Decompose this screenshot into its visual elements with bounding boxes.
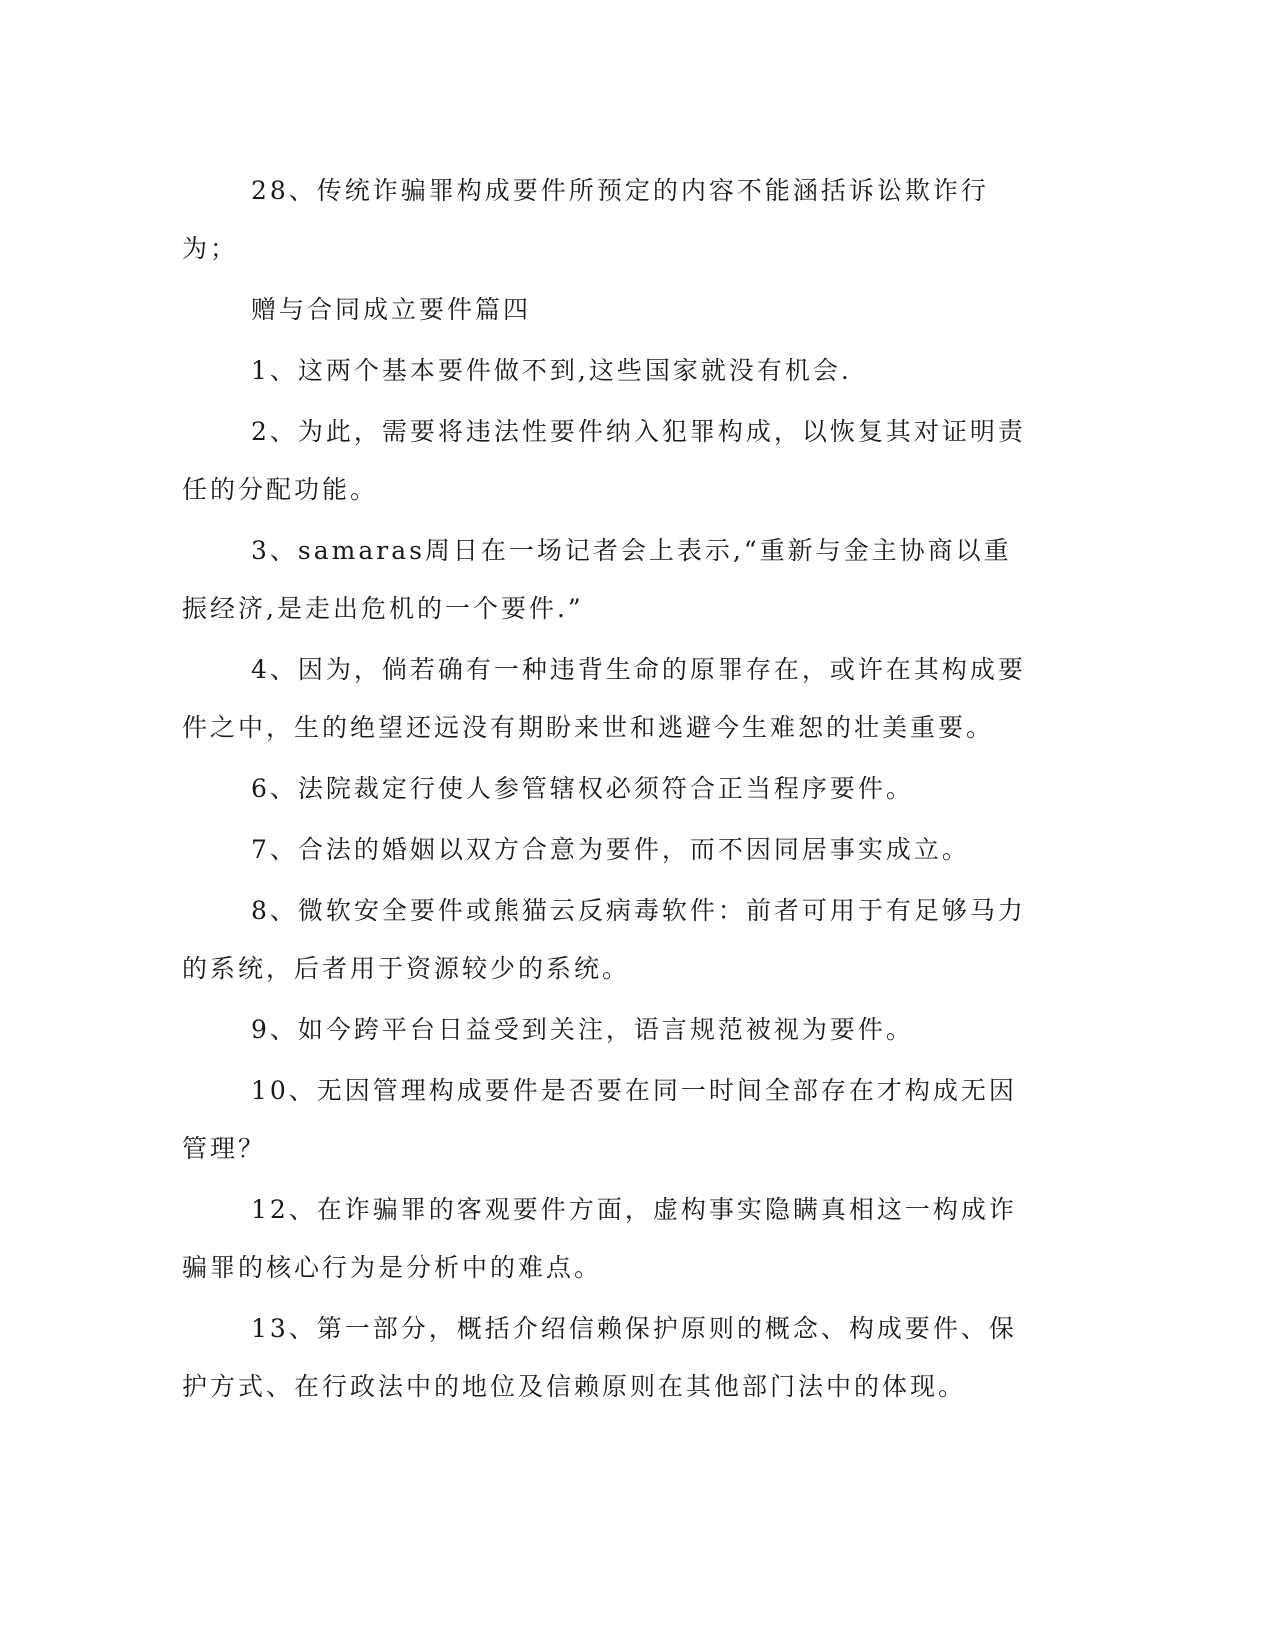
paragraph-item-8: 8、微软安全要件或熊猫云反病毒软件：前者可用于有足够马力的系统，后者用于资源较少的系统。 bbox=[182, 896, 1026, 983]
paragraph-item-3: 3、samaras周日在一场记者会上表示,“重新与金主协商以重振经济,是走出危机的一个要件.” bbox=[182, 536, 1012, 623]
section-heading: 赠与合同成立要件篇四 bbox=[251, 295, 532, 324]
paragraph-item-13: 13、第一部分，概括介绍信赖保护原则的概念、构成要件、保护方式、在行政法中的地位及信赖原则在其他部门法中的体现。 bbox=[182, 1314, 1017, 1401]
paragraph-item-10: 10、无因管理构成要件是否要在同一时间全部存在才构成无因管理？ bbox=[182, 1076, 1017, 1163]
paragraph-item-28: 28、传统诈骗罪构成要件所预定的内容不能涵括诉讼欺诈行为； bbox=[182, 176, 989, 263]
paragraph-item-6: 6、法院裁定行使人参管辖权必须符合正当程序要件。 bbox=[251, 774, 914, 803]
paragraph-item-12: 12、在诈骗罪的客观要件方面，虚构事实隐瞒真相这一构成诈骗罪的核心行为是分析中的难点。 bbox=[182, 1195, 1017, 1282]
paragraph-item-1: 1、这两个基本要件做不到,这些国家就没有机会. bbox=[251, 356, 852, 385]
paragraph-item-7: 7、合法的婚姻以双方合意为要件，而不因同居事实成立。 bbox=[251, 835, 970, 864]
paragraph-item-4: 4、因为，倘若确有一种违背生命的原罪存在，或许在其构成要件之中，生的绝望还远没有期盼来世和逃避今生难恕的壮美重要。 bbox=[182, 655, 1026, 742]
paragraph-item-9: 9、如今跨平台日益受到关注，语言规范被视为要件。 bbox=[251, 1015, 914, 1044]
paragraph-item-2: 2、为此，需要将违法性要件纳入犯罪构成，以恢复其对证明责任的分配功能。 bbox=[182, 417, 1026, 504]
document-body bbox=[182, 162, 1032, 1416]
